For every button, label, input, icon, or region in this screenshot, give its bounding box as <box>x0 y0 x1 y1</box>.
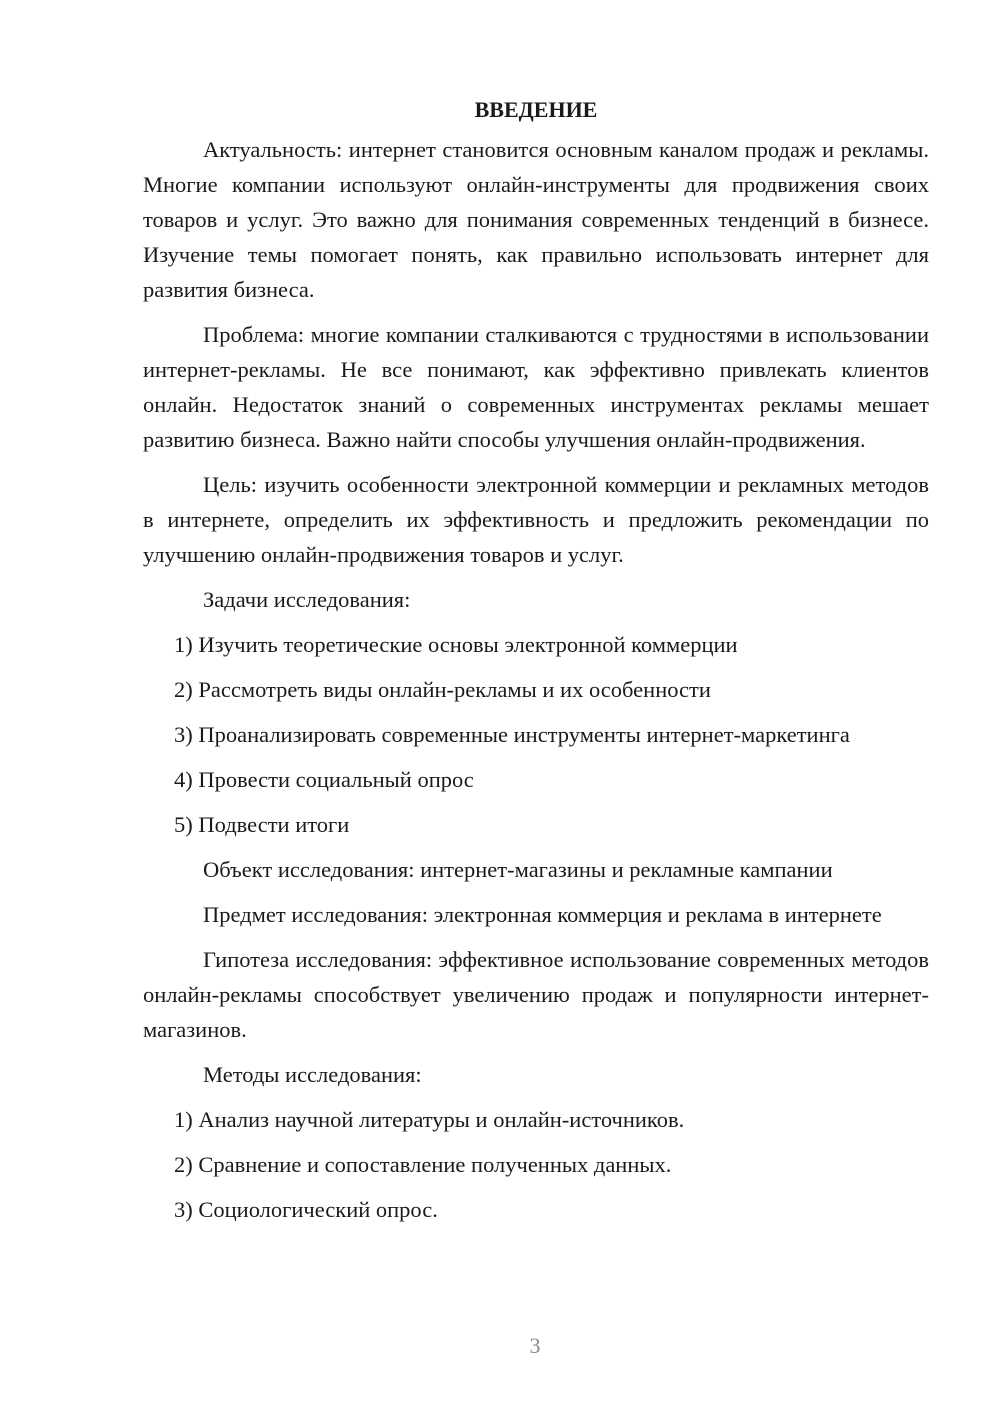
task-item: 1) Изучить теоретические основы электронной коммерции <box>174 632 738 657</box>
method-item: 3) Социологический опрос. <box>174 1197 438 1222</box>
tasks-label: Задачи исследования: <box>203 587 411 612</box>
methods-label: Методы исследования: <box>203 1062 422 1087</box>
task-item: 4) Провести социальный опрос <box>174 767 474 792</box>
object-paragraph: Объект исследования: интернет-магазины и рекламные кампании <box>203 857 833 882</box>
method-item: 1) Анализ научной литературы и онлайн-источников. <box>174 1107 685 1132</box>
task-item: 3) Проанализировать современные инструменты интернет-маркетинга <box>174 722 850 747</box>
problem-paragraph: Проблема: многие компании сталкиваются с трудностями в использовании интернет-рекламы. Не все понимают, как эффективно привлекать клиентов онлайн. Недостаток знаний о современных инструментах рекламы мешает развитию бизнеса. Важно найти способы улучшения онлайн-продвижения. <box>143 322 929 452</box>
page-title: ВВЕДЕНИЕ <box>474 97 598 122</box>
hypothesis-paragraph: Гипотеза исследования: эффективное использование современных методов онлайн-рекламы способствует увеличению продаж и популярности интернет-магазинов. <box>143 947 929 1042</box>
tasks-list <box>143 627 929 842</box>
relevance-paragraph: Актуальность: интернет становится основным каналом продаж и рекламы. Многие компании используют онлайн-инструменты для продвижения своих товаров и услуг. Это важно для понимания современных тенденций в бизнесе. Изучение темы помогает понять, как правильно использовать интернет для развития бизнеса. <box>143 137 929 302</box>
document-page <box>143 92 929 1237</box>
goal-paragraph: Цель: изучить особенности электронной коммерции и рекламных методов в интернете, определить их эффективность и предложить рекомендации по улучшению онлайн-продвижения товаров и услуг. <box>143 472 929 567</box>
task-item: 5) Подвести итоги <box>174 812 350 837</box>
method-item: 2) Сравнение и сопоставление полученных данных. <box>174 1152 672 1177</box>
methods-list <box>143 1102 929 1227</box>
subject-paragraph: Предмет исследования: электронная коммерция и реклама в интернете <box>203 902 882 927</box>
task-item: 2) Рассмотреть виды онлайн-рекламы и их особенности <box>174 677 711 702</box>
page-number: 3 <box>529 1333 541 1358</box>
